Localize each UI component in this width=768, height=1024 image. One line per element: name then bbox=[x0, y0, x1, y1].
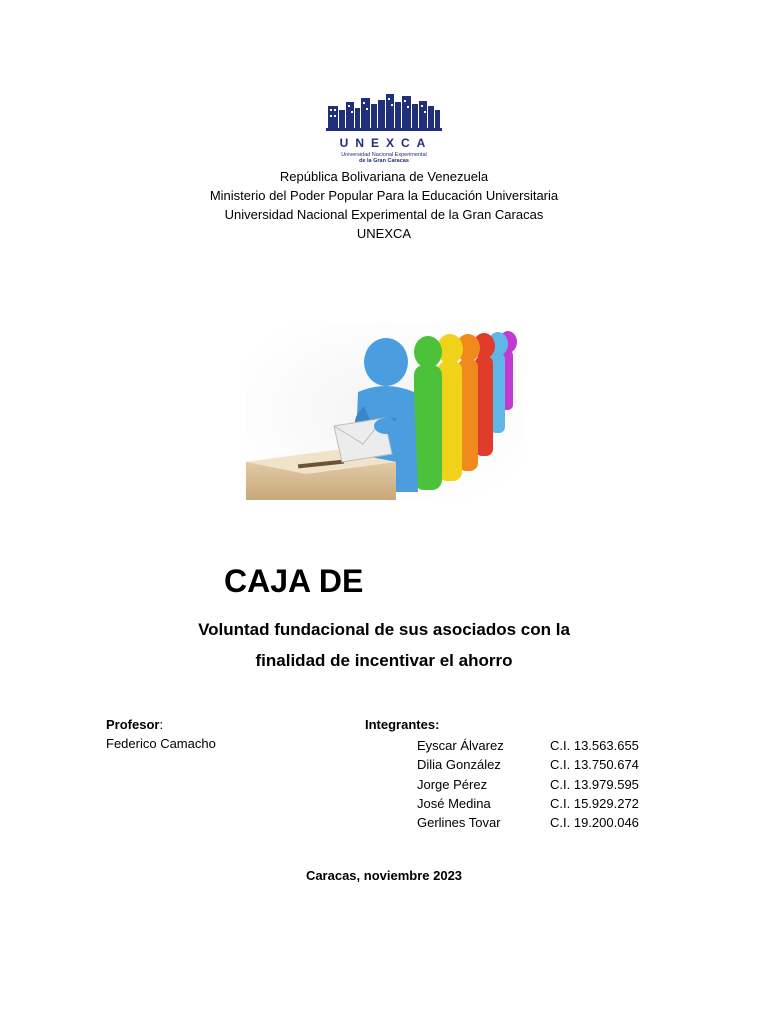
member-name: Dilia González bbox=[417, 757, 501, 773]
unexca-logo bbox=[326, 92, 442, 168]
voting-illustration bbox=[246, 322, 524, 500]
header-line-ministry: Ministerio del Poder Popular Para la Educación Universitaria bbox=[209, 188, 559, 203]
member-ci: C.I. 13.563.655 bbox=[550, 738, 639, 753]
subtitle-line2: finalidad de incentivar el ahorro bbox=[255, 651, 513, 670]
place-date: Caracas, noviembre 2023 bbox=[305, 868, 463, 883]
document-title: CAJA DE bbox=[224, 563, 364, 599]
professor-label-text: Profesor bbox=[106, 717, 160, 732]
document-subtitle bbox=[0, 614, 768, 676]
skyline-icon bbox=[326, 92, 442, 136]
professor-name: Federico Camacho bbox=[106, 736, 216, 751]
member-name: Eyscar Álvarez bbox=[417, 738, 504, 753]
subtitle-line1: Voluntad fundacional de sus asociados con la bbox=[198, 620, 570, 639]
header-line-country: República Bolivariana de Venezuela bbox=[279, 169, 489, 184]
members-label: Integrantes: bbox=[365, 717, 440, 732]
member-ci: C.I. 15.929.272 bbox=[550, 795, 639, 811]
member-ci: C.I. 13.979.595 bbox=[550, 776, 639, 792]
professor-label bbox=[106, 717, 163, 732]
professor-label-colon: : bbox=[159, 717, 164, 732]
header-line-acronym: UNEXCA bbox=[356, 226, 412, 241]
member-name: Jorge Pérez bbox=[417, 776, 488, 792]
institution-header bbox=[0, 167, 768, 243]
ballot-box-people-icon bbox=[246, 322, 524, 500]
logo-subtitle-line2: de la Gran Caracas bbox=[359, 158, 409, 164]
member-name: Gerlines Tovar bbox=[417, 815, 501, 831]
logo-subtitle-line1: Universidad Nacional Experimental bbox=[341, 152, 427, 158]
logo-wordmark: UNEXCA bbox=[339, 136, 433, 150]
member-name: José Medina bbox=[417, 795, 491, 811]
member-ci: C.I. 19.200.046 bbox=[550, 815, 639, 831]
header-line-university: Universidad Nacional Experimental de la Gran Caracas bbox=[224, 207, 544, 222]
member-ci: C.I. 13.750.674 bbox=[550, 757, 639, 773]
